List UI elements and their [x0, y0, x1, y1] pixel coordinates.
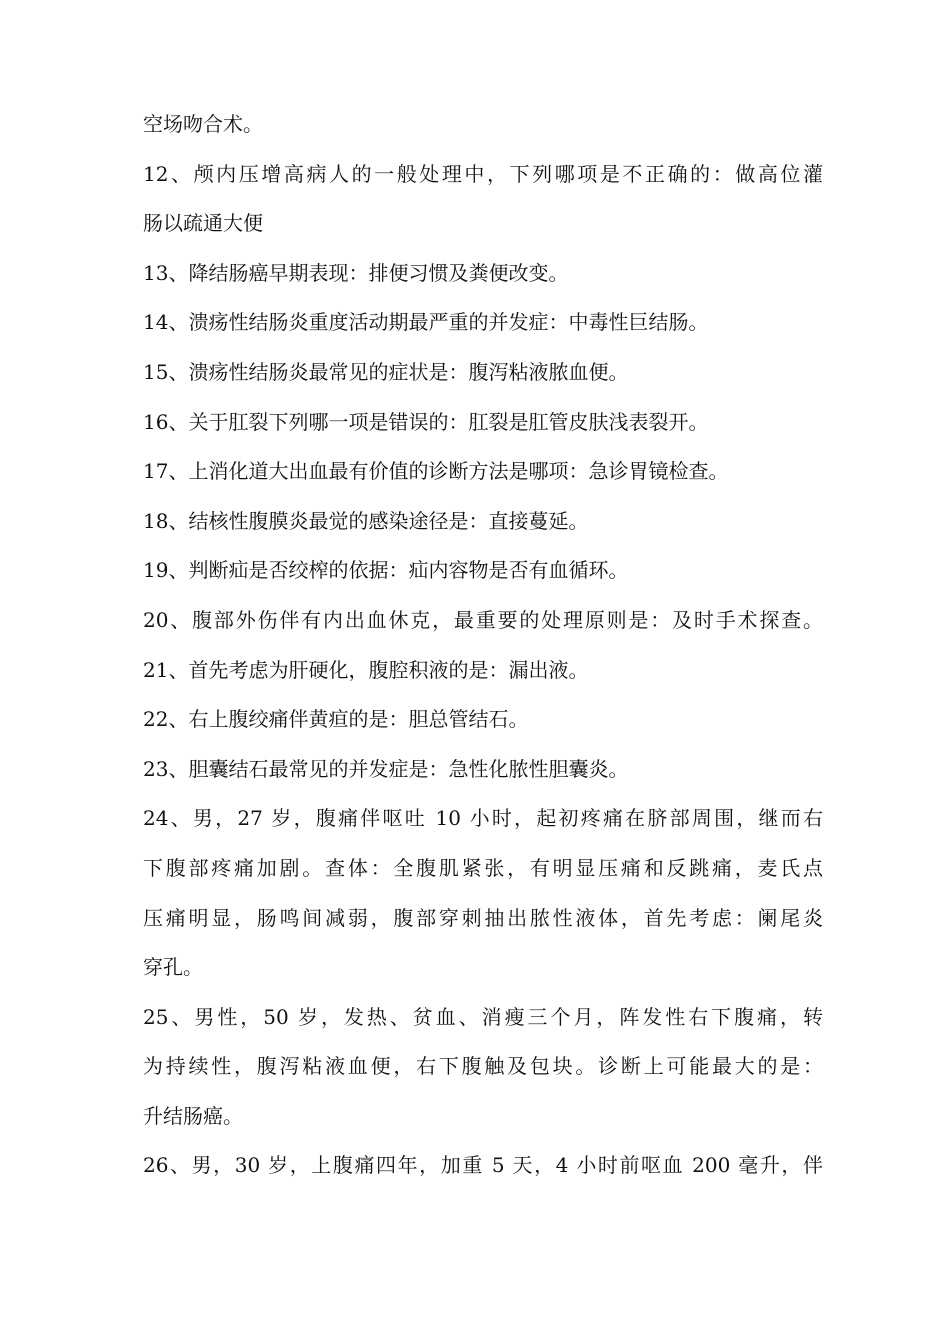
text-line: 压痛明显，肠鸣间减弱，腹部穿刺抽出脓性液体，首先考虑：阑尾炎 — [143, 905, 823, 930]
text-line: 25、男性，50 岁，发热、贫血、消瘦三个月，阵发性右下腹痛，转 — [143, 1004, 823, 1029]
document-body — [143, 100, 823, 1191]
text-line: 24、男，27 岁，腹痛伴呕吐 10 小时，起初疼痛在脐部周围，继而右 — [143, 806, 823, 831]
text-line: 17、上消化道大出血最有价值的诊断方法是哪项：急诊胃镜检查。 — [143, 459, 729, 484]
text-line: 26、男，30 岁，上腹痛四年，加重 5 天，4 小时前呕血 200 毫升，伴 — [143, 1153, 823, 1178]
text-line: 穿孔。 — [143, 955, 203, 980]
text-line: 19、判断疝是否绞榨的依据：疝内容物是否有血循环。 — [143, 558, 629, 583]
text-line: 20、腹部外伤伴有内出血休克，最重要的处理原则是：及时手术探查。 — [143, 607, 823, 632]
text-line: 14、溃疡性结肠炎重度活动期最严重的并发症：中毒性巨结肠。 — [143, 310, 709, 335]
text-line: 21、首先考虑为肝硬化，腹腔积液的是：漏出液。 — [143, 657, 589, 682]
text-line: 13、降结肠癌早期表现：排便习惯及粪便改变。 — [143, 260, 569, 285]
text-line: 12、颅内压增高病人的一般处理中，下列哪项是不正确的：做高位灌 — [143, 161, 823, 186]
text-line: 升结肠癌。 — [143, 1103, 243, 1128]
text-line: 肠以疏通大便 — [143, 211, 263, 236]
text-line: 为持续性，腹泻粘液血便，右下腹触及包块。诊断上可能最大的是： — [143, 1054, 823, 1079]
text-line: 空场吻合术。 — [143, 112, 263, 136]
text-line: 18、结核性腹膜炎最觉的感染途径是：直接蔓延。 — [143, 508, 589, 533]
text-line: 下腹部疼痛加剧。查体：全腹肌紧张，有明显压痛和反跳痛，麦氏点 — [143, 855, 823, 880]
text-line: 16、关于肛裂下列哪一项是错误的：肛裂是肛管皮肤浅表裂开。 — [143, 409, 709, 434]
text-line: 22、右上腹绞痛伴黄疸的是：胆总管结石。 — [143, 707, 529, 732]
text-line: 23、胆囊结石最常见的并发症是：急性化脓性胆囊炎。 — [143, 756, 629, 781]
text-line: 15、溃疡性结肠炎最常见的症状是：腹泻粘液脓血便。 — [143, 359, 629, 384]
